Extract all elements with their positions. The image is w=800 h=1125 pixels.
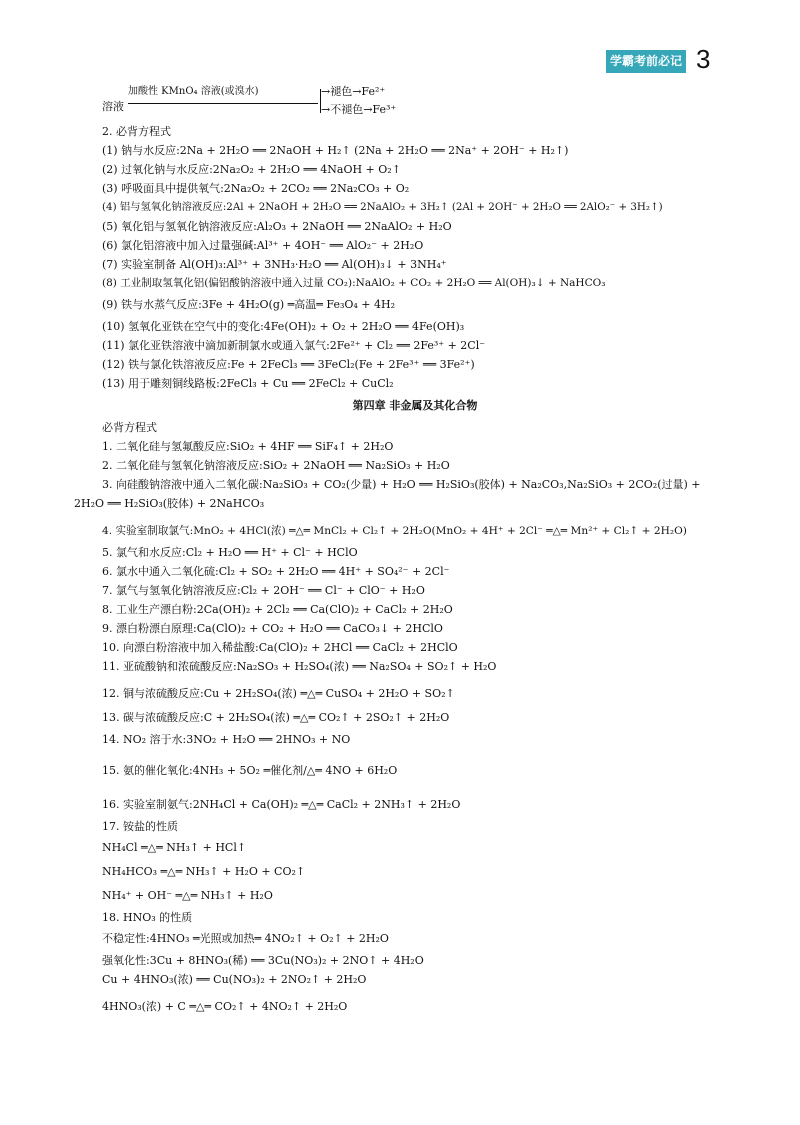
branch-solution: 溶液 bbox=[102, 100, 124, 113]
equation-line: (1) 钠与水反应:2Na + 2H₂O ══ 2NaOH + H₂↑ (2Na + 2H₂O ══ 2Na⁺ + 2OH⁻ + H₂↑) bbox=[102, 144, 569, 157]
equation-line: 13. 碳与浓硫酸反应:C + 2H₂SO₄(浓) ═△═ CO₂↑ + 2SO₂↑ + 2H₂O bbox=[102, 711, 450, 724]
equation-line: 1. 二氧化硅与氢氟酸反应:SiO₂ + 4HF ══ SiF₄↑ + 2H₂O bbox=[102, 440, 394, 453]
equation-line: 2. 二氧化硅与氢氧化钠溶液反应:SiO₂ + 2NaOH ══ Na₂SiO₃ + H₂O bbox=[102, 459, 450, 472]
equation-line: 8. 工业生产漂白粉:2Ca(OH)₂ + 2Cl₂ ══ Ca(ClO)₂ + CaCl₂ + 2H₂O bbox=[102, 603, 453, 616]
page-number: 3 bbox=[696, 44, 711, 74]
equation-line: 4HNO₃(浓) + C ═△═ CO₂↑ + 4NO₂↑ + 2H₂O bbox=[102, 1000, 348, 1013]
equation-line: (9) 铁与水蒸气反应:3Fe + 4H₂O(g) ═高温═ Fe₃O₄ + 4H₂ bbox=[102, 298, 396, 311]
equation-line: (11) 氯化亚铁溶液中滴加新制氯水或通入氯气:2Fe²⁺ + Cl₂ ══ 2Fe³⁺ + 2Cl⁻ bbox=[102, 339, 486, 352]
equation-line: 7. 氯气与氢氧化钠溶液反应:Cl₂ + 2OH⁻ ══ Cl⁻ + ClO⁻ + H₂O bbox=[102, 584, 425, 597]
equation-line: (6) 氯化铝溶液中加入过量强碱:Al³⁺ + 4OH⁻ ══ AlO₂⁻ + 2H₂O bbox=[102, 239, 424, 252]
header-badge: 学霸考前必记 bbox=[606, 50, 686, 73]
branch-arrow bbox=[128, 103, 318, 104]
equation-line: 15. 氨的催化氧化:4NH₃ + 5O₂ ═催化剂/△═ 4NO + 6H₂O bbox=[102, 764, 398, 777]
page-content bbox=[74, 82, 728, 1019]
section-heading: 2. 必背方程式 bbox=[102, 125, 171, 138]
equation-line: 11. 亚硫酸钠和浓硫酸反应:Na₂SO₃ + H₂SO₄(浓) ══ Na₂SO₄ + SO₂↑ + H₂O bbox=[102, 660, 497, 673]
equation-line: (3) 呼吸面具中提供氧气:2Na₂O₂ + 2CO₂ ══ 2Na₂CO₃ + O₂ bbox=[102, 182, 410, 195]
equation-line: 10. 向漂白粉溶液中加入稀盐酸:Ca(ClO)₂ + 2HCl ══ CaCl₂ + 2HClO bbox=[102, 641, 458, 654]
equation-line: 4. 实验室制取氯气:MnO₂ + 4HCl(浓) ═△═ MnCl₂ + Cl₂↑ + 2H₂O(MnO₂ + 4H⁺ + 2Cl⁻ ═△═ Mn²⁺ + Cl₂↑ + 2H₂O) bbox=[102, 525, 687, 537]
equation-line: 不稳定性:4HNO₃ ═光照或加热═ 4NO₂↑ + O₂↑ + 2H₂O bbox=[102, 932, 389, 945]
equation-line: (12) 铁与氯化铁溶液反应:Fe + 2FeCl₃ ══ 3FeCl₂(Fe + 2Fe³⁺ ══ 3Fe²⁺) bbox=[102, 358, 475, 371]
fe-ion-test-diagram bbox=[102, 82, 728, 122]
section-heading: 17. 铵盐的性质 bbox=[102, 820, 178, 833]
equation-line: 14. NO₂ 溶于水:3NO₂ + H₂O ══ 2HNO₃ + NO bbox=[102, 733, 351, 746]
equation-line: 12. 铜与浓硫酸反应:Cu + 2H₂SO₄(浓) ═△═ CuSO₄ + 2H₂O + SO₂↑ bbox=[102, 687, 455, 700]
equation-line: NH₄HCO₃ ═△═ NH₃↑ + H₂O + CO₂↑ bbox=[102, 865, 306, 878]
equation-line: 16. 实验室制氨气:2NH₄Cl + Ca(OH)₂ ═△═ CaCl₂ + 2NH₃↑ + 2H₂O bbox=[102, 798, 461, 811]
branch-result-fe3: →不褪色→Fe³⁺ bbox=[321, 103, 397, 116]
equation-line: (2) 过氧化钠与水反应:2Na₂O₂ + 2H₂O ══ 4NaOH + O₂↑ bbox=[102, 163, 401, 176]
equation-line: (4) 铝与氢氧化钠溶液反应:2Al + 2NaOH + 2H₂O ══ 2NaAlO₂ + 3H₂↑ (2Al + 2OH⁻ + 2H₂O ══ 2AlO₂⁻ + 3H₂↑) bbox=[102, 201, 663, 213]
section-heading: 必背方程式 bbox=[102, 421, 157, 434]
equation-line: NH₄⁺ + OH⁻ ═△═ NH₃↑ + H₂O bbox=[102, 889, 273, 902]
equation-line: 强氧化性:3Cu + 8HNO₃(稀) ══ 3Cu(NO₃)₂ + 2NO↑ + 4H₂O bbox=[102, 954, 424, 967]
equation-line: 5. 氯气和水反应:Cl₂ + H₂O ══ H⁺ + Cl⁻ + HClO bbox=[102, 546, 358, 559]
equation-line: (13) 用于雕刻铜线路板:2FeCl₃ + Cu ══ 2FeCl₂ + CuCl₂ bbox=[102, 377, 394, 390]
equation-line: (7) 实验室制备 Al(OH)₃:Al³⁺ + 3NH₃·H₂O ══ Al(OH)₃↓ + 3NH₄⁺ bbox=[102, 258, 447, 271]
section-heading: 18. HNO₃ 的性质 bbox=[102, 911, 193, 924]
equation-line: Cu + 4HNO₃(浓) ══ Cu(NO₃)₂ + 2NO₂↑ + 2H₂O bbox=[102, 973, 367, 986]
branch-result-fe2: →褪色→Fe²⁺ bbox=[321, 85, 386, 98]
branch-condition: 加酸性 KMnO₄ 溶液(或溴水) bbox=[128, 86, 259, 97]
chapter-title: 第四章 非金属及其化合物 bbox=[352, 399, 478, 412]
equation-line: NH₄Cl ═△═ NH₃↑ + HCl↑ bbox=[102, 841, 247, 854]
equation-line: (5) 氧化铝与氢氧化钠溶液反应:Al₂O₃ + 2NaOH ══ 2NaAlO₂ + H₂O bbox=[102, 220, 452, 233]
equation-line: (8) 工业制取氢氧化铝(偏铝酸钠溶液中通入过量 CO₂):NaAlO₂ + CO₂ + 2H₂O ══ Al(OH)₃↓ + NaHCO₃ bbox=[102, 277, 606, 289]
equation-line: (10) 氢氧化亚铁在空气中的变化:4Fe(OH)₂ + O₂ + 2H₂O ══ 4Fe(OH)₃ bbox=[102, 320, 465, 333]
equation-line: 9. 漂白粉漂白原理:Ca(ClO)₂ + CO₂ + H₂O ══ CaCO₃↓ + 2HClO bbox=[102, 622, 443, 635]
equation-line: 3. 向硅酸钠溶液中通入二氧化碳:Na₂SiO₃ + CO₂(少量) + H₂O ══ H₂SiO₃(胶体) + Na₂CO₃,Na₂SiO₃ + 2CO₂(过量) + 2H₂O ══ H₂SiO₃(胶体) + 2NaHCO₃ bbox=[74, 478, 701, 510]
equation-line: 6. 氯水中通入二氧化硫:Cl₂ + SO₂ + 2H₂O ══ 4H⁺ + SO₄²⁻ + 2Cl⁻ bbox=[102, 565, 450, 578]
